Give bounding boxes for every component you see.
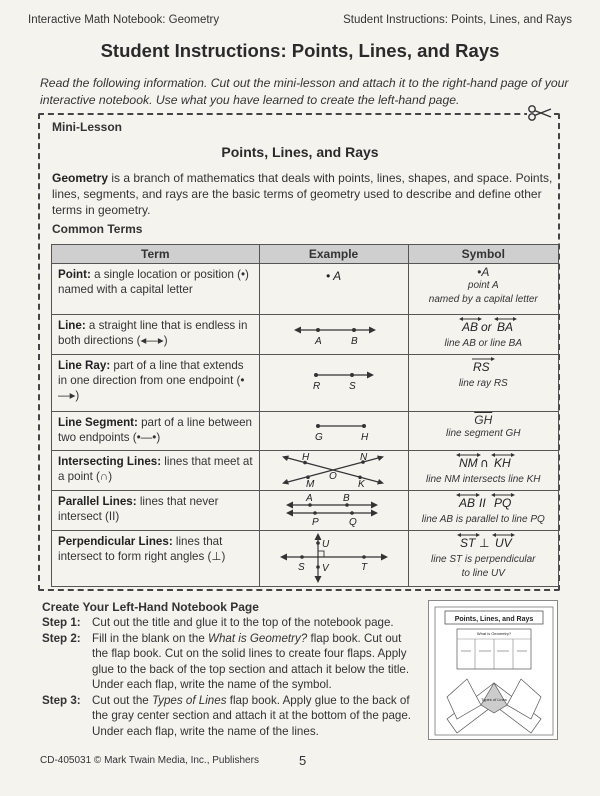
example-cell (259, 412, 408, 451)
intersect-symbol (433, 452, 533, 470)
example-cell (259, 264, 408, 315)
col-header-term: Term (52, 245, 260, 264)
perpendicular-diagram (260, 531, 408, 584)
example-cell (259, 315, 408, 355)
thumbnail-title: Points, Lines, and Rays (454, 616, 534, 623)
symbol-desc-2: named by a capital letter (428, 294, 538, 305)
example-cell (259, 451, 408, 491)
symbol-b: UV (495, 536, 512, 550)
symbol-cell (408, 531, 558, 587)
symbol-main: •A (477, 265, 490, 279)
ray-diagram (260, 355, 408, 409)
symbol-main (411, 356, 556, 377)
segment-diagram (260, 412, 408, 448)
example-label: A (305, 493, 313, 504)
symbol-a: ST (460, 536, 476, 550)
notebook-thumbnail-drawing (429, 601, 559, 741)
step-item (42, 693, 417, 740)
step-item (42, 615, 417, 631)
example-label: A (314, 336, 322, 347)
table-row (52, 491, 559, 531)
symbol-main (411, 532, 556, 553)
term-cell (52, 412, 260, 451)
symbol-main (411, 492, 556, 513)
thumbnail-center-label: Types of Lines (481, 697, 507, 702)
ray-symbol (463, 356, 503, 374)
table-row (52, 531, 559, 587)
intro-text: Read the following information. Cut out the mini-lesson and attach it to the right-hand page of your interactive notebook. Use what you have learned to create the left-hand page. (40, 76, 569, 107)
example-label: N (359, 452, 367, 463)
symbol-desc: line segment GH (446, 428, 521, 439)
step-text: Fill in the blank on the What is Geometry? flap book. Cut out the flap book. Cut on the solid lines to create four flaps. Apply glue to the back of the top section and attach it below the title. Under each flap, write the name of the symbol. (92, 631, 410, 691)
symbol-cell (408, 264, 558, 315)
page-header (28, 14, 572, 32)
line-diagram (260, 315, 408, 352)
term-name: Line: (58, 319, 86, 332)
footer-copyright: CD-405031 © Mark Twain Media, Inc., Publishers (40, 755, 259, 766)
example-label: R (312, 381, 320, 392)
term-name: Point: (58, 268, 91, 281)
term-name: Perpendicular Lines: (58, 535, 173, 548)
parallel-symbol (433, 492, 533, 510)
term-cell (52, 491, 260, 531)
example-cell (259, 531, 408, 587)
example-label: K (357, 479, 365, 488)
step-label: Step 3: (42, 693, 81, 707)
table-row (52, 355, 559, 412)
symbol-cell (408, 491, 558, 531)
step-text: Cut out the title and glue it to the top of the notebook page. (92, 616, 394, 629)
col-header-example: Example (259, 245, 408, 264)
symbol-desc: point A (467, 280, 499, 291)
example-label: S (297, 562, 305, 573)
term-name: Parallel Lines: (58, 495, 137, 508)
symbol-cell (408, 315, 558, 355)
table-row (52, 315, 559, 355)
example-label: • A (325, 269, 341, 283)
example-label: B (350, 336, 358, 347)
geometry-term: Geometry (52, 171, 109, 185)
example-label: T (360, 562, 367, 573)
example-label: V (321, 563, 329, 574)
term-desc: lines that intersect to form right angles (⊥) (58, 535, 226, 563)
symbol-b: PQ (494, 496, 512, 510)
term-cell (52, 315, 260, 355)
symbol-cell (408, 451, 558, 491)
table-header-row (52, 245, 559, 264)
term-cell (52, 451, 260, 491)
table-row (52, 451, 559, 491)
point-diagram (260, 264, 408, 312)
symbol-a: AB (459, 496, 476, 510)
example-cell (259, 355, 408, 412)
symbol-op: ⊥ (479, 536, 490, 550)
symbol-cell (408, 355, 558, 412)
col-header-symbol: Symbol (408, 245, 558, 264)
term-desc: part of a line between two endpoints (•—•) (58, 416, 252, 444)
example-label: Q (348, 517, 357, 528)
steps-list (42, 615, 417, 739)
symbol-or: or (481, 320, 492, 334)
line-symbol (433, 316, 533, 334)
symbol-a: AB (462, 320, 479, 334)
step-label: Step 1: (42, 616, 81, 629)
steps-heading: Create Your Left-Hand Notebook Page (42, 600, 259, 614)
term-desc: a single location or position (•) named with a capital letter (58, 268, 249, 296)
example-label: O (328, 471, 337, 482)
example-label: P (311, 517, 319, 528)
step-item (42, 631, 417, 693)
table-row (52, 412, 559, 451)
symbol-main (411, 452, 556, 473)
example-label: U (321, 539, 329, 550)
page-title: Student Instructions: Points, Lines, and Rays (100, 40, 500, 61)
parallel-diagram (260, 491, 408, 528)
step-text: Cut out the Types of Lines flap book. Apply glue to the back of the gray center section and attach it at the bottom of the page. Under each flap, write the name of the lines. (92, 693, 412, 738)
table-row (52, 264, 559, 315)
symbol-op: II (479, 496, 486, 510)
symbol-a: NM (459, 456, 478, 470)
notebook-page-thumbnail (428, 600, 558, 740)
term-cell (52, 264, 260, 315)
symbol-b: BA (497, 320, 514, 334)
page-number: 5 (299, 753, 307, 768)
term-cell (52, 531, 260, 587)
mini-lesson-label: Mini-Lesson (52, 120, 123, 134)
scissors-icon (527, 104, 553, 122)
example-label: H (360, 432, 368, 443)
example-label: H (301, 452, 309, 463)
term-desc: part of a line that extends in one direction from one endpoint (•—▸) (58, 359, 245, 402)
term-name: Line Segment: (58, 416, 138, 429)
intersecting-diagram (260, 451, 408, 488)
symbol-a: $\overline{GH}$ (474, 413, 493, 427)
thumbnail-subtitle: What is Geometry? (476, 631, 512, 636)
symbol-cell (408, 412, 558, 451)
term-desc: lines that meet at a point (∩) (58, 455, 253, 483)
symbol-a: RS (473, 360, 490, 374)
symbol-main (411, 316, 556, 337)
symbol-desc: line ST is perpendicular (431, 554, 536, 565)
header-left: Interactive Math Notebook: Geometry (28, 14, 220, 26)
mini-lesson-title: Points, Lines, and Rays (221, 144, 379, 160)
term-desc: lines that never intersect (II) (58, 495, 219, 523)
symbol-desc: line NM intersects line KH (426, 474, 541, 485)
terms-table (51, 244, 559, 587)
symbol-op: ∩ (480, 456, 490, 470)
example-label: G (314, 432, 323, 443)
perpendicular-symbol (433, 532, 533, 550)
symbol-b: KH (494, 456, 511, 470)
example-label: B (342, 493, 350, 504)
example-label: S (348, 381, 356, 392)
symbol-desc: line AB or line BA (444, 338, 522, 349)
header-right: Student Instructions: Points, Lines, and Rays (343, 14, 572, 26)
symbol-desc: line ray RS (458, 378, 508, 389)
term-name: Line Ray: (58, 359, 111, 372)
symbol-desc-2: to line UV (461, 568, 505, 579)
term-name: Intersecting Lines: (58, 455, 162, 468)
symbol-desc: line AB is parallel to line PQ (421, 514, 545, 525)
example-cell (259, 491, 408, 531)
term-cell (52, 355, 260, 412)
example-label: M (305, 479, 314, 488)
term-desc: a straight line that is endless in both directions (◂—▸) (58, 319, 248, 347)
step-label: Step 2: (42, 631, 81, 645)
common-terms-heading: Common Terms (52, 222, 143, 236)
symbol-main (411, 413, 556, 427)
geometry-paragraph (52, 170, 556, 218)
geometry-definition: is a branch of mathematics that deals with points, lines, shapes, and space. Points, lines, segments, and rays are the basic terms of geometry used to describe and define other terms in geometry. (52, 171, 553, 217)
